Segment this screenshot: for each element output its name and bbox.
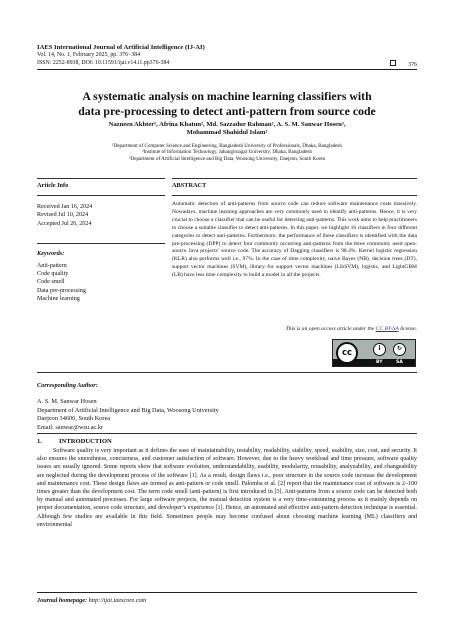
journal-volume: Vol. 14, No. 1, February 2025, pp. 376~384 xyxy=(37,52,141,59)
date-revised: Revised Jul 10, 2024 xyxy=(37,212,89,219)
abstract-top-rule xyxy=(172,178,417,179)
authors-line-1: Nazneen Akhter¹, Afrina Khatun², Md. Sazzadur Rahman², A. S. M. Sanwar Hosen³, xyxy=(108,121,346,128)
homepage-url[interactable]: http://ijai.iaescore.com xyxy=(88,597,147,604)
affiliation-3: ³Department of Artificial Intelligence and Big Data, Woosong University, Daejeon, South Korea xyxy=(129,155,325,162)
corresponding-name: A. S. M. Sanwar Hosen xyxy=(37,398,97,405)
abstract-rule xyxy=(172,195,417,196)
journal-name: IAES International Journal of Artificial Intelligence (IJ-AI) xyxy=(37,44,205,51)
keywords-top-rule xyxy=(37,243,165,244)
abstract-text: Automatic detection of anti-patterns from source code can reduce software maintenance costs massively. Nowadays, machine learning approaches are very commonly used to identify anti-patterns. Hence, it is very crucial to choose a classifier that can be useful for detecting anti-patterns. This work aims to help practitioners to choose a suitable classifier to detect anti-patterns. In this paper, we highlight 16 classifiers in four different categories to detect anti-patterns. Furthermore, the performance of these classifiers is identified with the data pre-processing (DPP) to detect four commonly occurring anti-patterns from the three commonly used open-source Java projects’ source code. The accuracy of Dagging classifiers is 98.4%. Kernel logistic regression (KLR) also performs well i.e., 97%. In the case of time complexity, naive Bayes (NB), decision trees (DT), support vector machines (SVM), library for support vector machines (LibSVM), logistic, and LightGBM (LB) have less time complexity to build a model in all the projects. xyxy=(172,201,417,279)
corresponding-top-rule xyxy=(37,372,417,373)
date-accepted: Accepted Jul 26, 2024 xyxy=(37,220,92,227)
keyword-item: Anti-pattern xyxy=(37,263,67,269)
page-number: 376 xyxy=(408,62,417,68)
title-line-2: data pre-processing to detect anti-pattern from source code xyxy=(78,103,376,118)
article-info-top-rule xyxy=(37,178,165,179)
keyword-item: Machine learning xyxy=(37,295,80,302)
date-received: Received Jan 16, 2024 xyxy=(37,204,93,210)
square-icon xyxy=(390,60,396,66)
license-link[interactable]: CC BY-SA xyxy=(375,326,399,332)
open-access-note xyxy=(172,326,417,332)
corresponding-email: Email: sanwar@wsu.ac.kr xyxy=(37,423,104,431)
open-access-suffix: license. xyxy=(398,326,417,332)
corresponding-details xyxy=(37,398,219,432)
article-info-heading: Article Info xyxy=(37,182,69,189)
authors-line-2: Mohammad Shahidul Islam² xyxy=(186,129,268,137)
article-dates xyxy=(37,203,92,228)
badge-by-label: BY xyxy=(376,360,383,365)
paper-title xyxy=(37,89,417,118)
section-heading xyxy=(37,438,112,445)
affiliation-1: ¹Department of Computer Science and Engineering, Bangladesh University of Professionals, Dhaka, Bangladesh xyxy=(112,143,342,149)
footer-rule xyxy=(37,592,417,593)
keyword-item: Data pre-processing xyxy=(37,287,86,294)
open-access-prefix: This is an open access article under the xyxy=(285,326,376,332)
cc-by-sa-badge[interactable] xyxy=(332,339,416,367)
keyword-item: Code quality xyxy=(37,271,69,278)
corresponding-heading: Corresponding Author: xyxy=(37,382,98,389)
journal-header xyxy=(37,44,417,68)
section-number: 1. xyxy=(37,438,42,445)
corresponding-department: Department of Artificial Intelligence and Big Data, Woosong University xyxy=(37,406,219,414)
section-title: INTRODUCTION xyxy=(59,438,112,445)
keyword-item: Code smell xyxy=(37,279,65,286)
affiliation-2: ²Institute of Information Technology, Jahangirnagar University, Dhaka, Bangladesh xyxy=(142,149,312,156)
share-alike-icon: ↻ xyxy=(393,343,406,356)
attribution-icon: i xyxy=(373,343,386,356)
journal-issn: ISSN: 2252-8938, DOI: 10.11591/ijai.v14.i1.pp376-384 xyxy=(37,60,170,66)
corresponding-city: Daejeon 34606, South Korea xyxy=(37,415,111,423)
introduction-body xyxy=(37,447,417,529)
affiliations xyxy=(37,143,417,162)
keyword-list xyxy=(37,262,86,303)
article-info-rule xyxy=(37,195,165,196)
corresponding-bottom-rule xyxy=(37,433,417,434)
introduction-paragraph: Software quality is very important as it defines the ease of maintainability, testability, readability, stability, speed, usability, size, cost, and security. It also ensures the smoothness, conciseness, and customer satisfaction of software. However, due to the heavy workload and time pressure, software quality issues are usually ignored. Some reports show that software evolution, understandability, usability, modularity, reusability, analyzability, and changeability are neglected during the development process of the software [1]. As a result, design flaws i.e., poor structure in the source code increase the development and maintenance cost. These design flaws are termed as anti-pattern or code smell. Palomba et al. [2] report that the maintenance cost of software is 2–100 times greater than the development cost. The term code smell (anti-pattern) is first introduced in [3]. Anti-patterns from a source code can be detected both by manual and automated processes. For large software projects, the manual detection system is a very time-consuming process as it mainly depends on proper documentation, source code structure, and developer’s experience [1]. Hence, an automated and effective anti-pattern detection technique is essential. Although few studies are available in this field. Sometimes people may become confused about choosing machine learning (ML) classifiers and environmental xyxy=(37,448,417,528)
issn-row xyxy=(37,60,417,68)
author-list xyxy=(37,121,417,138)
homepage-label: Journal homepage: xyxy=(37,597,88,604)
cc-icon: cc xyxy=(336,342,358,364)
journal-homepage xyxy=(37,597,146,604)
keywords-heading: Keywords: xyxy=(37,250,65,257)
badge-sa-label: SA xyxy=(396,360,403,365)
title-line-1: A systematic analysis on machine learning classifiers with xyxy=(82,89,372,103)
header-rule xyxy=(37,69,417,70)
abstract-heading: ABSTRACT xyxy=(172,182,207,189)
